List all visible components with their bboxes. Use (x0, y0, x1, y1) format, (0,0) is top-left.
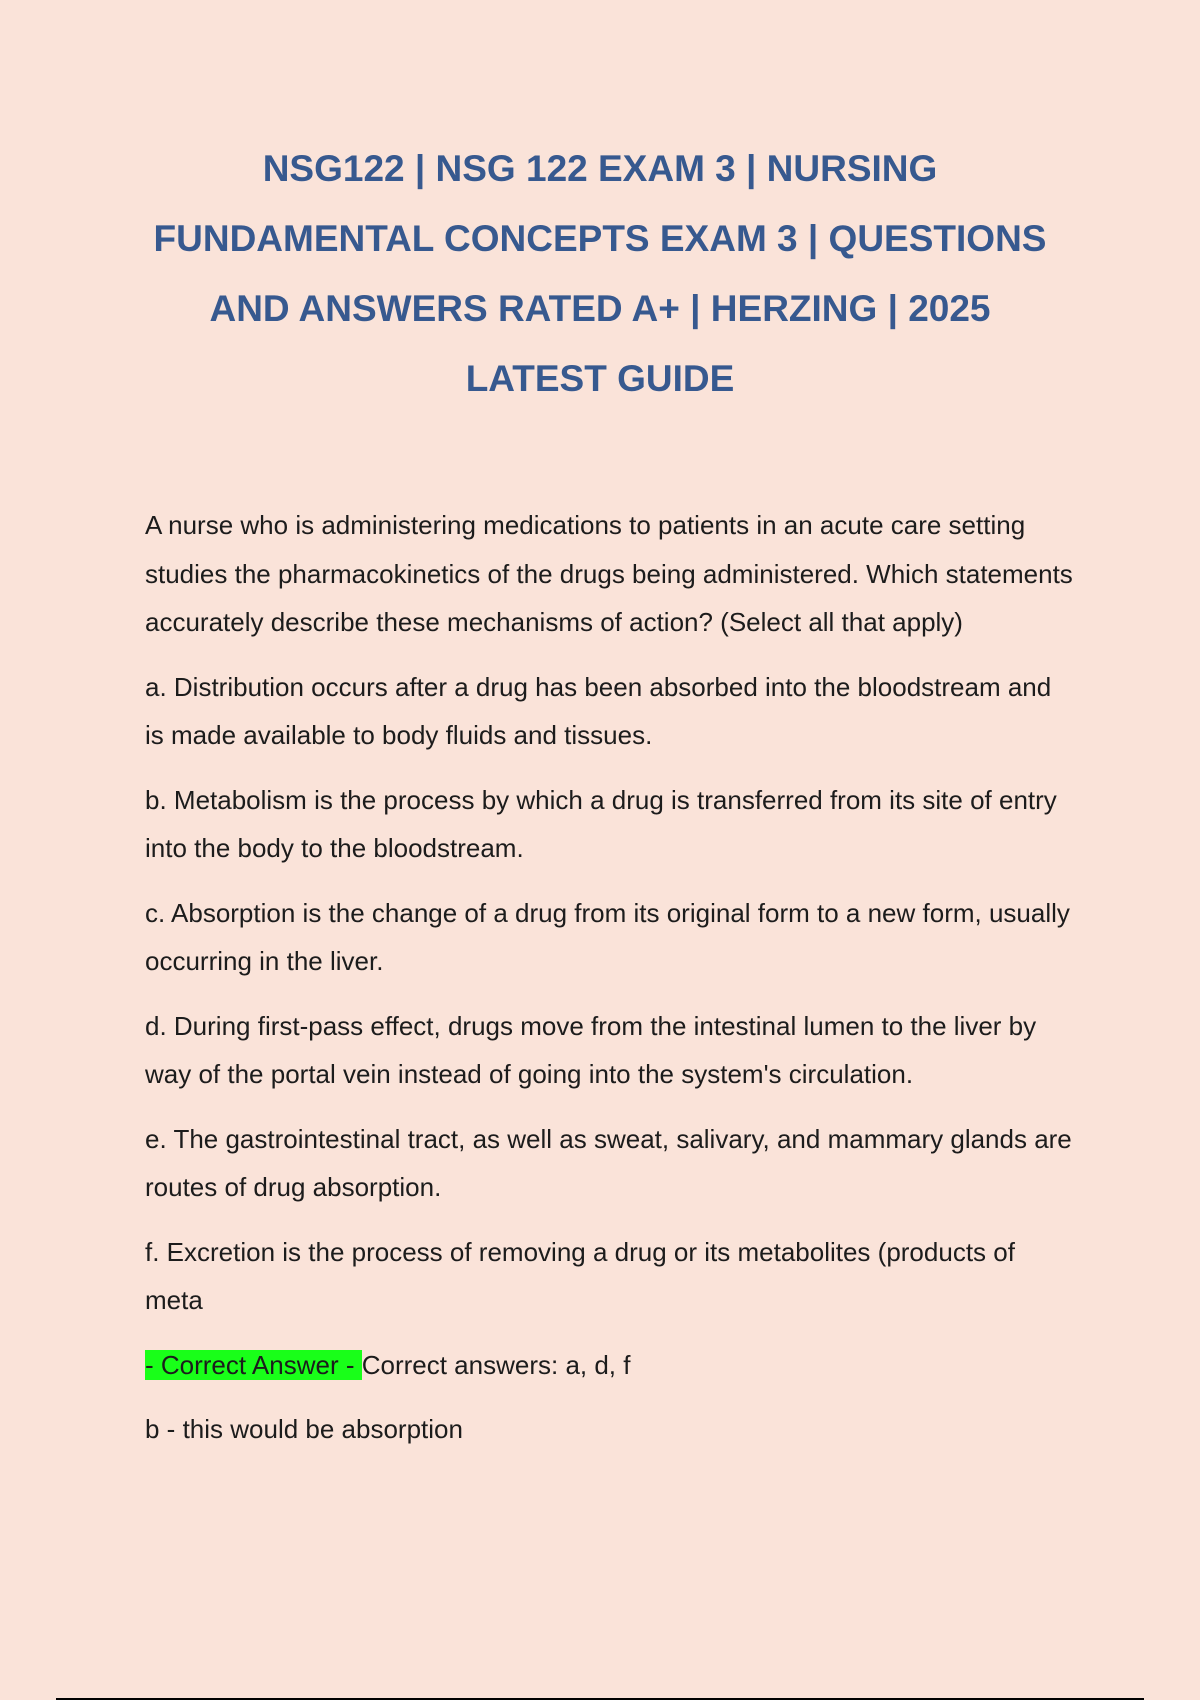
answer-line (145, 1341, 1075, 1390)
option-c: c. Absorption is the change of a drug from its original form to a new form, usually occurring in the liver. (145, 897, 1070, 976)
correct-answer-text: Correct answers: a, d, f (361, 1349, 631, 1380)
option-e: e. The gastrointestinal tract, as well as sweat, salivary, and mammary glands are routes of drug absorption. (145, 1123, 1072, 1202)
option-f: f. Excretion is the process of removing a drug or its metabolites (products of meta (145, 1236, 1015, 1315)
document-title: NSG122 | NSG 122 EXAM 3 | NURSING FUNDAMENTAL CONCEPTS EXAM 3 | QUESTIONS AND ANSWERS RATED A+ | HERZING | 2025 LATEST GUIDE (153, 148, 1047, 399)
option-d: d. During first-pass effect, drugs move from the intestinal lumen to the liver by way of the portal vein instead of going into the system's circulation. (145, 1010, 1037, 1089)
option-b: b. Metabolism is the process by which a drug is transferred from its site of entry into the body to the bloodstream. (145, 784, 1057, 863)
question-text: A nurse who is administering medications to patients in an acute care setting studies the pharmacokinetics of the drugs being administered. Which statements accurately describe these mechanisms of action? (Select all that apply) (145, 510, 1073, 637)
rationale-text: b - this would be absorption (145, 1414, 463, 1444)
correct-answer-label: - Correct Answer - (145, 1349, 362, 1380)
option-a: a. Distribution occurs after a drug has been absorbed into the bloodstream and is made available to body fluids and tissues. (145, 671, 1052, 750)
question-block (145, 501, 1075, 1470)
